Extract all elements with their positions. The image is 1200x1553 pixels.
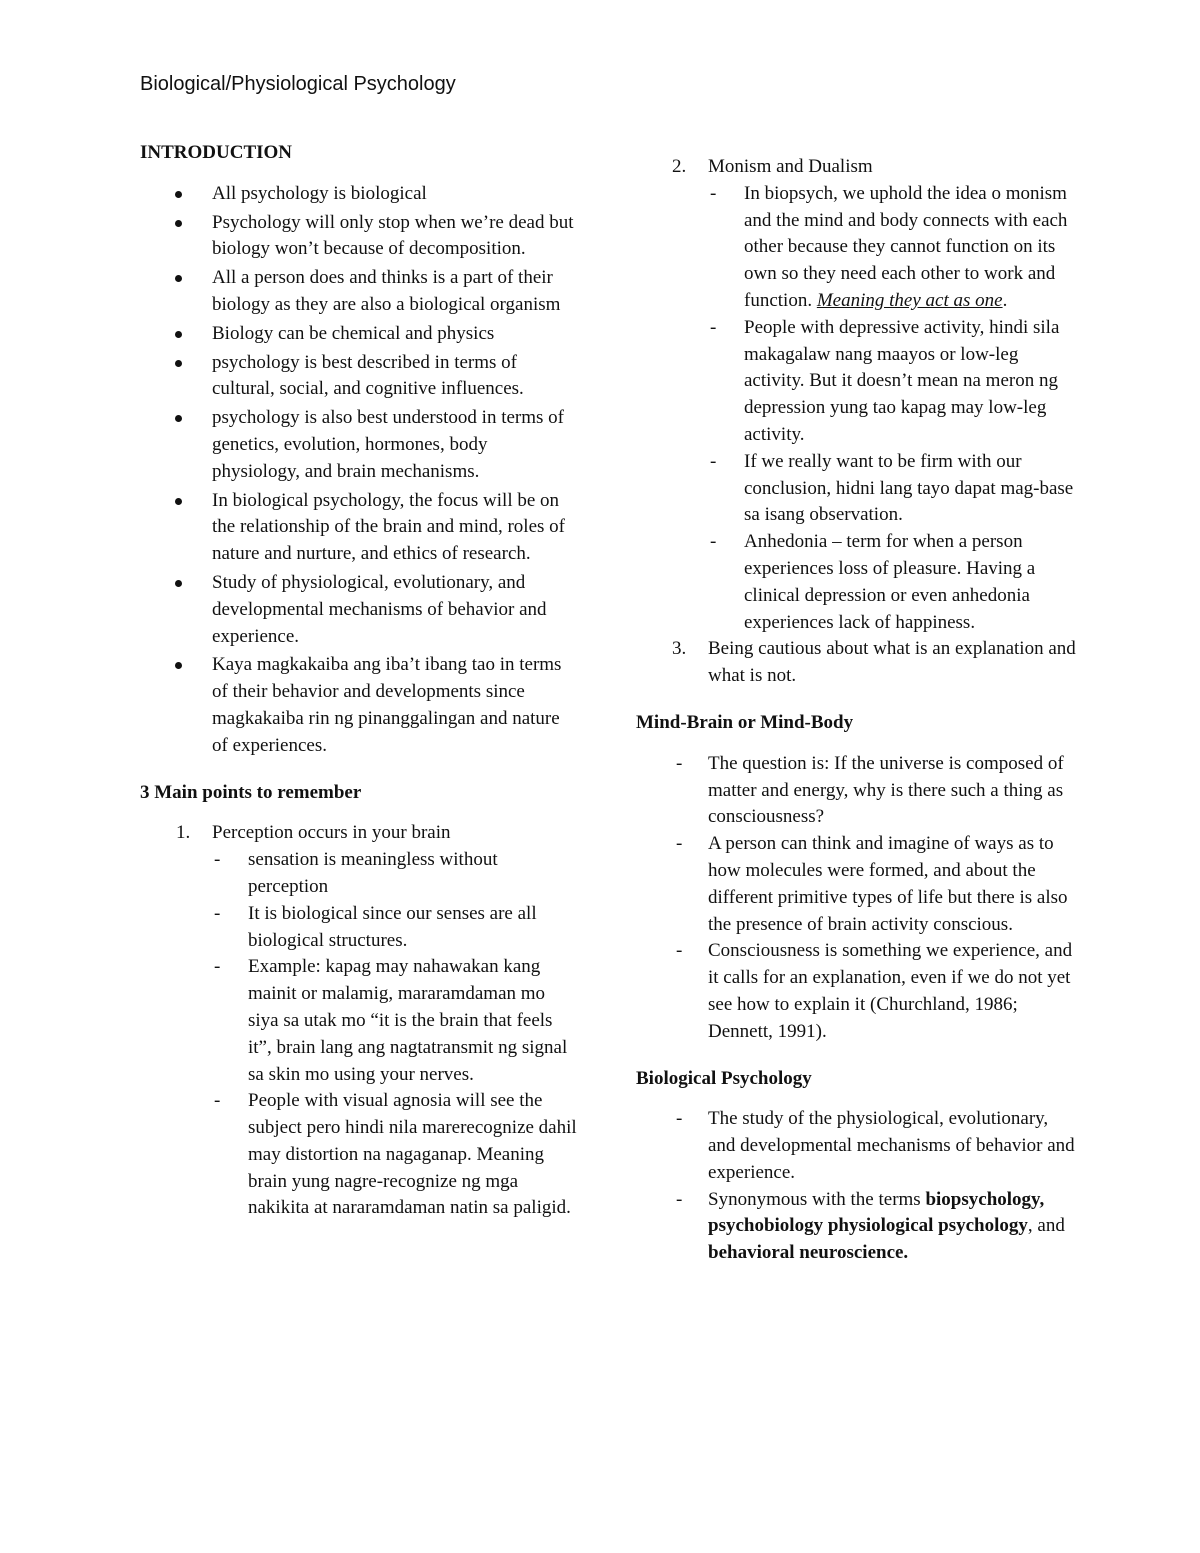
intro-bullet: Psychology will only stop when we’re dead but biology won’t because of decomposition.	[140, 210, 580, 264]
main-point-item	[636, 636, 1076, 690]
sub-item	[708, 181, 1076, 315]
page-header: Biological/Physiological Psychology	[140, 73, 456, 95]
bio-psych-heading: Biological Psychology	[636, 1067, 812, 1089]
sub-item: - Anhedonia – term for when a person experiences loss of pleasure. Having a clinical depression or even anhedonia experiences lack of happiness.	[708, 529, 1076, 636]
list-number: 1.	[176, 822, 191, 844]
intro-heading: INTRODUCTION	[140, 142, 293, 163]
mind-brain-item: - A person can think and imagine of ways as to how molecules were formed, and about the different primitive types of life but there is also the presence of brain activity conscious.	[636, 831, 1076, 938]
intro-bullet: Study of physiological, evolutionary, and developmental mechanisms of behavior and experience.	[140, 570, 580, 650]
main-points-list-continued	[636, 154, 1076, 690]
intro-bullet: psychology is best described in terms of cultural, social, and cognitive influences.	[140, 350, 580, 404]
main-point-title: Being cautious about what is an explanation and what is not.	[708, 638, 1076, 687]
bio-psych-item	[636, 1187, 1076, 1267]
left-column	[140, 140, 580, 1222]
sub-item: - It is biological since our senses are all biological structures.	[212, 901, 580, 955]
bio-psych-list	[636, 1106, 1076, 1267]
sub-item-text: In biopsych, we uphold the idea o monism and the mind and body connects with each other because they cannot function on its own so they need each other to work and function.	[744, 182, 1068, 311]
main-point-item	[636, 154, 1076, 636]
sub-item-end: .	[1002, 289, 1008, 311]
emphasis-text: Meaning they act as one	[816, 289, 1003, 311]
sub-item: - People with depressive activity, hindi sila makagalaw nang maayos or low-leg activity. But it doesn’t mean na meron ng depression yung tao kapag may low-leg activity.	[708, 315, 1076, 449]
bio-psych-bold-term: behavioral neuroscience.	[708, 1242, 909, 1264]
intro-bullet: Kaya magkakaiba ang iba’t ibang tao in terms of their behavior and developments since magkakaiba rin ng pinanggalingan and nature of experiences.	[140, 652, 580, 759]
main-points-heading: 3 Main points to remember	[140, 781, 362, 803]
intro-bullet-list	[140, 181, 580, 760]
bio-psych-item: - The study of the physiological, evolutionary, and developmental mechanisms of behavior and experience.	[636, 1106, 1076, 1186]
intro-bullet: All a person does and thinks is a part of their biology as they are also a biological organism	[140, 265, 580, 319]
main-point-item	[140, 820, 580, 1222]
sub-item: - People with visual agnosia will see the subject pero hindi nila marerecognize dahil may distortion na nagaganap. Meaning brain yung nagre-recognize ng mga nakikita at nararamdaman natin sa paligid.	[212, 1088, 580, 1222]
sub-list	[708, 181, 1076, 637]
main-points-list	[140, 820, 580, 1222]
sub-item: - sensation is meaningless without perception	[212, 847, 580, 901]
intro-bullet: Biology can be chemical and physics	[140, 321, 580, 348]
mind-brain-item: - Consciousness is something we experience, and it calls for an explanation, even if we do not yet see how to explain it (Churchland, 1986; Dennett, 1991).	[636, 938, 1076, 1045]
list-number: 3.	[672, 638, 687, 660]
main-point-title: Perception occurs in your brain	[212, 822, 451, 844]
intro-bullet: All psychology is biological	[140, 181, 580, 208]
main-point-title: Monism and Dualism	[708, 156, 873, 177]
sub-item: - Example: kapag may nahawakan kang mainit or malamig, mararamdaman mo siya sa utak mo “it is the brain that feels it”, brain lang ang nagtatransmit ng signal sa skin mo using your nerves.	[212, 954, 580, 1088]
sub-item: - If we really want to be firm with our conclusion, hidni lang tayo dapat mag-base sa isang observation.	[708, 449, 1076, 529]
bio-psych-bold-terms: biopsychology, psychobiology physiological psychology	[708, 1188, 1045, 1237]
bio-psych-text: Synonymous with the terms	[708, 1188, 926, 1210]
mind-brain-heading: Mind-Brain or Mind-Body	[636, 711, 854, 733]
sub-list	[212, 847, 580, 1222]
mind-brain-list	[636, 751, 1076, 1046]
list-number: 2.	[672, 156, 687, 177]
right-column	[636, 140, 1076, 1267]
bio-psych-and: , and	[1027, 1215, 1065, 1237]
mind-brain-item: - The question is: If the universe is composed of matter and energy, why is there such a thing as consciousness?	[636, 751, 1076, 831]
intro-bullet: psychology is also best understood in terms of genetics, evolution, hormones, body physiology, and brain mechanisms.	[140, 405, 580, 485]
intro-bullet: In biological psychology, the focus will be on the relationship of the brain and mind, roles of nature and nurture, and ethics of research.	[140, 488, 580, 568]
